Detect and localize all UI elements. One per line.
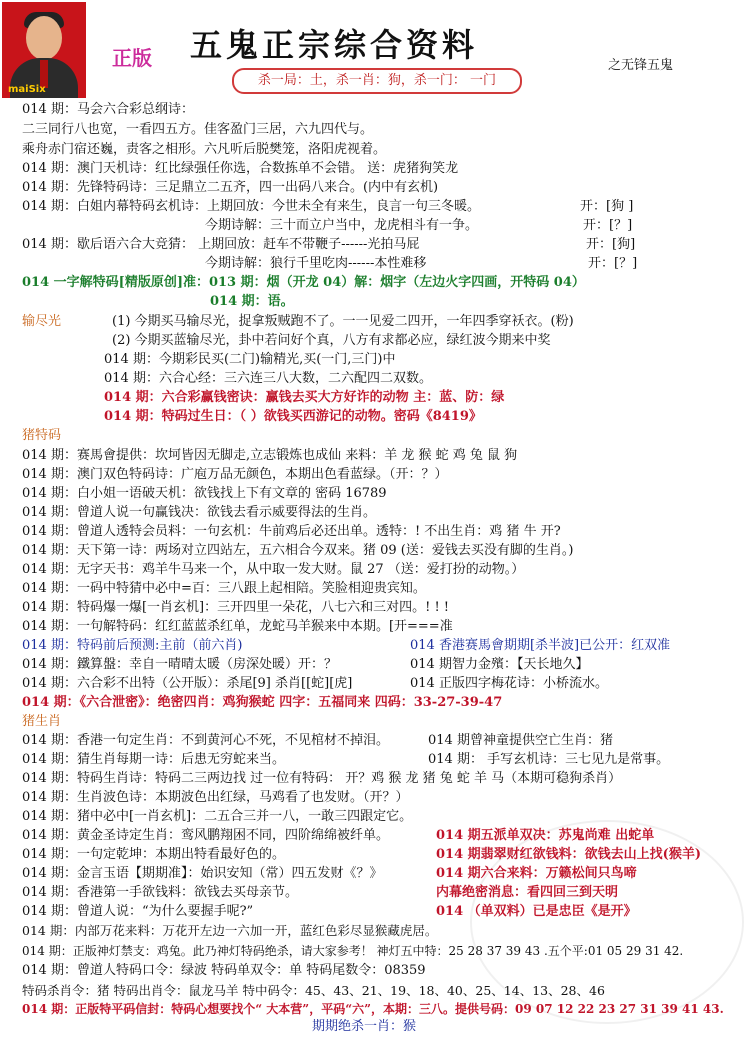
text-line: 014 期五派单双决：苏鬼尚难 出蛇单	[436, 828, 655, 843]
text-line: 014 期：今期彩民买(二门)输精光,买(一门,三门)中	[104, 352, 396, 367]
text-line: 014 期：黄金圣诗定生肖：鸾风鹏翔困不同，四阶绵绵被纤单。	[22, 828, 389, 843]
text-line: 014 期：天下第一诗：两场对立四站左，五六相合今双来。猪 09 (送：爱钱去买没有脚的生肖。)	[22, 543, 574, 558]
text-line: 014 期：曾道人说一句赢钱决：欲钱去看示威要得法的生肖。	[22, 505, 376, 520]
text-line: 014 期：六合彩赢钱密诀：赢钱去买大方好诈的动物 主：蓝、防：绿	[104, 390, 505, 405]
author-label: 之无锋五鬼	[608, 58, 674, 73]
text-line: 014 期：《六合泄密》：绝密四肖：鸡狗猴蛇 四字：五福同来 四码：33-27-39-47	[22, 695, 503, 710]
text-line: 014 期六合来料：万籁松间只鸟啼	[436, 866, 637, 881]
text-line: 014 期：赛馬會提供：坎坷皆因无脚走,立志锻炼也成仙 来料：羊 龙 猴 蛇 鸡 兔 鼠 狗	[22, 448, 518, 463]
text-line: 014 期： 手写玄机诗：三七见九是常事。	[428, 752, 670, 767]
text-line: 014 期：曾道人透特会员料：一句玄机：牛前鸡后必还出单。透特：! 不出生肖：鸡 猪 牛 开?	[22, 524, 561, 539]
text-line: 014 期：金言玉语【期期准】：始识安知（常）四五发财《？》	[22, 866, 383, 881]
text-line: 014 期：特码爆一爆[一肖玄机]：三开四里一朵花，八七六和三对四。! ! !	[22, 600, 450, 615]
text-line: 014 期：猜生肖每期一诗：后患无穷蛇来当。	[22, 752, 285, 767]
text-line: 014 期：一句定乾坤：本期出特看最好色的。	[22, 847, 285, 862]
text-line: 014 期：白姐内幕特码玄机诗：上期回放：今世未全有来生，良言一句三冬暖。	[22, 199, 480, 214]
section-label: 猪特码	[22, 428, 62, 443]
text-line: 乘舟赤门宿还巍，责客之相形。六凡听后脱樊笼，洛阳虎视着。	[22, 142, 387, 157]
text-line: 014 期：先锋特码诗：三足鼎立二五齐，四一出码八来合。(内中有玄机)	[22, 180, 439, 195]
text-line: 二三同行八也宽，一看四五方。佳客盈门三居，六九四代与。	[22, 122, 374, 137]
text-line: 014 期翡翠财红欲钱料：欲钱去山上找(猴羊)	[436, 847, 701, 862]
text-line: 014 期：澳门双色特码诗：广庖万品无颜色，本期出色看蓝绿。（开：？）	[22, 467, 448, 482]
text-line: 014 期：正版特平码信封：特码心想要找个“ 大本营”，平码“六”，本期：三八。提供号码：09 07 12 22 23 27 31 39 41 43.	[22, 1002, 724, 1016]
section-label: 猪生肖	[22, 714, 62, 729]
text-line: 014 期：澳门天机诗：红比绿强任你选，合数拣单不会错。 送：虎猪狗笑龙	[22, 161, 459, 176]
text-line: 内幕绝密消息：看四回三到天明	[436, 885, 619, 900]
text-line: (2) 今期买蓝输尽光，卦中若问好个真，八方有求都必应，绿红波今期来中奖	[112, 333, 551, 348]
text-line: 014 期：香港第一手欲钱料：欲钱去买母亲节。	[22, 885, 298, 900]
text-line: 014 期：一码中特猜中必中=百：三八跟上起相陪。笑脸相迎贵宾知。	[22, 581, 426, 596]
text-line: 014 期：猪中必中[一肖玄机]：二五合三并一八，一敢三四跟定它。	[22, 809, 413, 824]
text-line: 014 香港赛馬會期期[杀半波]已公开：红双准	[410, 638, 671, 653]
result-tag: 开：[？]	[583, 218, 633, 233]
result-tag: 开：[？]	[588, 256, 638, 271]
text-line: 今期诗解：三十而立户当中，龙虎相斗有一争。	[205, 218, 479, 233]
text-line: 014 正版四字梅花诗：小桥流水。	[410, 676, 608, 691]
text-line: 014 期：六合彩不出特（公开版）：杀尾[9] 杀肖[[蛇][虎]	[22, 676, 353, 691]
text-line: 014 期：香港一句定生肖：不到黄河心不死，不见棺材不掉泪。	[22, 733, 389, 748]
result-tag: 开：[狗 ]	[580, 199, 634, 214]
zheng-ban-label: 正版	[112, 46, 152, 70]
text-line: 014 期：鐵算盤：幸自一晴晴太暖（房深处暖）开：？	[22, 657, 337, 672]
text-line: 014 期：马会六合彩总纲诗：	[22, 102, 194, 117]
kill-summary-box: 杀一局：土，杀一肖：狗，杀一门： 一门	[232, 68, 522, 94]
text-line: 014 期：生肖波色诗：本期波色出红绿，马鸡看了也发财。（开？）	[22, 790, 409, 805]
text-line: 014 期：特码过生日：（ ）欲钱买西游记的动物。密码《8419》	[104, 409, 482, 424]
text-line: 014 期：特码前后预测:主前（前六肖)	[22, 638, 243, 653]
text-line: 014 一字解特码[精版原创]准：013 期：烟（开龙 04）解：烟字（左边火字四画，开特码 04）	[22, 275, 585, 290]
text-line: 014 期：无字天书：鸡羊牛马来一个，从中取一发大财。鼠 27 （送：爱打扮的动物。）	[22, 562, 525, 577]
text-line: 014 期：一句解特码：红红蓝蓝杀红单，龙蛇马羊猴来中本期。[开===准	[22, 619, 453, 634]
text-line: 014 期：六合心经：三六连三八大数，二六配四二双数。	[104, 371, 432, 386]
text-line: 014 期：内部万花来料：万花开左边一六加一开，蓝红色彩尽显猴藏虎居。	[22, 923, 438, 938]
text-line: 014 （单双料）已是忠臣《是开》	[436, 904, 637, 919]
section-label: 输尽光	[22, 314, 62, 329]
host-photo	[2, 2, 86, 98]
text-line: 014 期：语。	[210, 294, 294, 309]
logo-text: maiSix	[8, 84, 46, 95]
text-line: 014 期：特码生肖诗：特码二三两边找 过一位有特码： 开？鸡 猴 龙 猪 兔 蛇 羊 马（本期可稳狗杀肖）	[22, 771, 622, 786]
text-line: (1) 今期买马输尽光，捉拿叛贼跑不了。一一见爱二四开，一年四季穿袄衣。(粉)	[112, 314, 574, 329]
text-line: 014 期：正版神灯禁支：鸡兔。此乃神灯特码绝杀，请大家参考！ 神灯五中特：25 28 37 39 43 .五个平:01 05 29 31 42.	[22, 944, 684, 958]
result-tag: 开：[狗]	[586, 237, 636, 252]
text-line: 014 期：曾道人特码口令：绿波 特码单双令：单 特码尾数令：08359	[22, 963, 426, 978]
text-line: 014 期：曾道人说：“为什么要握手呢?”	[22, 904, 254, 919]
page-title: 五鬼正宗综合资料	[190, 26, 479, 64]
text-line: 014 期曾神童提供空亡生肖：猪	[428, 733, 613, 748]
text-line: 今期诗解：狼行千里吃肉------本性难移	[205, 256, 427, 271]
text-line: 特码杀肖令：猪 特码出肖令：鼠龙马羊 特中码令：45、43、21、19、18、40、25、14、13、28、46	[22, 983, 605, 998]
footer-line: 期期绝杀一肖：猴	[312, 1019, 417, 1034]
text-line: 014 期智力金殯：【天长地久】	[410, 657, 589, 672]
text-line: 014 期：白小姐一语破天机：欲钱找上下有文章的 密码 16789	[22, 486, 387, 501]
text-line: 014 期：歇后语六合大竞猜： 上期回放：赶车不带鞭子------光拍马屁	[22, 237, 420, 252]
